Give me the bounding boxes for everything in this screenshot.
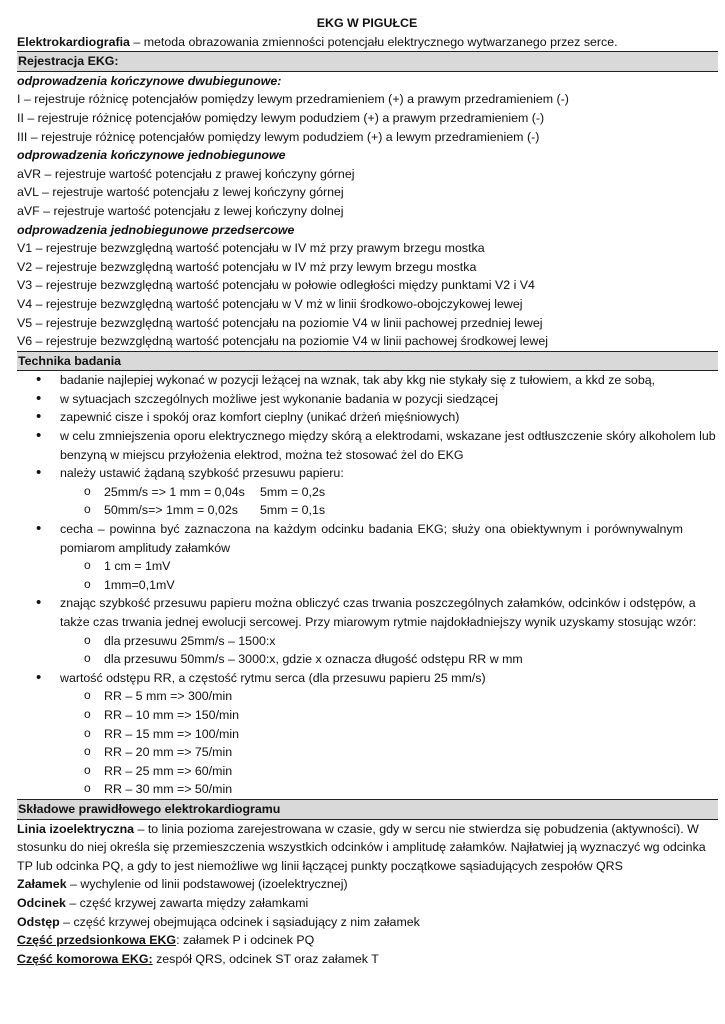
bullet-item bbox=[17, 594, 717, 631]
bullet-text: badanie najlepiej wykonać w pozycji leżącej na wznak, tak aby kkg nie stykały się z tułowiem, a kkd ze sobą, bbox=[60, 373, 656, 388]
bullet-text: • należy ustawić żądaną szybkość przesuwu papieru: bbox=[60, 466, 344, 481]
intro-definition: – metoda obrazowania zmienności potencjału elektrycznego wytwarzanego przez serce. bbox=[129, 34, 618, 49]
term: Odstęp bbox=[17, 914, 60, 929]
technique-list bbox=[17, 669, 717, 688]
technique-list bbox=[17, 594, 717, 631]
technique-list bbox=[17, 371, 717, 483]
sub-text: 25mm/s => 1 mm = 0,04s bbox=[104, 484, 245, 499]
document-title: EKG W PIGUŁCE bbox=[316, 16, 418, 30]
sub-item bbox=[17, 501, 717, 520]
definition: – część krzywej obejmująca odcinek i sąsiadujący z nim załamek bbox=[59, 914, 420, 929]
bullet-item bbox=[17, 464, 717, 483]
term: Część komorowa EKG: bbox=[17, 951, 153, 966]
bullet-text: pomiarom amplitudy załamków bbox=[60, 540, 231, 555]
lead-line: V1 – rejestruje bezwzględną wartość potencjału w IV mż przy prawym brzegu mostka bbox=[17, 241, 485, 256]
formula-list bbox=[17, 632, 717, 669]
sub-item: o dla przesuwu 50mm/s – 3000:x, gdzie x oznacza długość odstępu RR w mm bbox=[17, 650, 717, 669]
bullet-item bbox=[17, 669, 717, 688]
sub-item: o dla przesuwu 25mm/s – 1500:x bbox=[17, 632, 717, 651]
bullet-text: także czas trwania jednej ewolucji sercowej. Przy miarowym rytmie najdokładniejszy wynik uzyskamy stosując wzór: bbox=[60, 615, 697, 629]
lead-line: II – rejestruje różnicę potencjałów pomiędzy lewym podudziem (+) a prawym przedramieniem (-) bbox=[17, 110, 545, 125]
calibration-list bbox=[17, 557, 717, 594]
technique-list bbox=[17, 520, 717, 557]
lead-line: aVF – rejestruje wartość potencjału z lewej kończyny dolnej bbox=[17, 203, 344, 218]
lead-line: V5 – rejestruje bezwzględną wartość potencjału na poziomie V4 w linii pachowej przedniej lewej bbox=[17, 315, 543, 330]
lead-line: V3 – rejestruje bezwzględną wartość potencjału w połowie odległości między punktami V2 i V4 bbox=[17, 278, 535, 293]
sub-item: o 1mm=0,1mV bbox=[17, 576, 717, 595]
definition-wave bbox=[17, 875, 717, 894]
definition: : załamek P i odcinek PQ bbox=[176, 933, 315, 948]
bullet-item bbox=[17, 390, 717, 409]
isoelectric-term: Linia izoelektryczna bbox=[17, 821, 135, 836]
bullet-text: w sytuacjach szczególnych możliwe jest wykonanie badania w pozycji siedzącej bbox=[60, 391, 499, 406]
section-heading-registration: Rejestracja EKG: bbox=[17, 51, 718, 72]
bullet-item bbox=[17, 408, 717, 427]
intro-term: Elektrokardiografia bbox=[17, 34, 130, 49]
lead-line: V4 – rejestruje bezwzględną wartość potencjału w V mż w linii środkowo-obojczykowej lewej bbox=[17, 296, 523, 311]
lead-line: I – rejestruje różnicę potencjałów pomiędzy lewym przedramieniem (+) a prawym przedramieniem (-) bbox=[17, 92, 569, 107]
sub-item: o RR – 10 mm => 150/min bbox=[17, 706, 717, 725]
subheading-precordial: odprowadzenia jednobiegunowe przedsercowe bbox=[17, 222, 295, 237]
sub-item: o RR – 5 mm => 300/min bbox=[17, 687, 717, 706]
lead-line: aVR – rejestruje wartość potencjału z prawej kończyny górnej bbox=[17, 166, 355, 181]
bullet-text: • w celu zmniejszenia oporu elektrycznego między skórą a elektrodami, wskazane jest odtłuszczenie skóry alkoholem lub bbox=[60, 429, 716, 444]
isoelectric-text: stosunku do niej określa się przemieszczenia wszystkich odcinków i amplitudę załamków. Najłatwiej ją wyznaczyć wg odcinka bbox=[17, 840, 706, 855]
lead-line: aVL – rejestruje wartość potencjału z lewej kończyny górnej bbox=[17, 185, 344, 200]
isoelectric-text: TP lub odcinka PQ, a gdy to jest niemożliwe wg linii łączącej punkty początkowe sąsiadujących zespołów QRS bbox=[17, 858, 623, 873]
subheading-bipolar: odprowadzenia kończynowe dwubiegunowe: bbox=[17, 73, 282, 88]
term: Załamek bbox=[17, 877, 67, 892]
sub-text: 5mm = 0,1s bbox=[260, 503, 326, 518]
sub-text: 5mm = 0,2s bbox=[260, 484, 326, 499]
section-heading-technique: Technika badania bbox=[17, 351, 718, 372]
bullet-text: • cecha – powinna być zaznaczona na każdym odcinku badania EKG; służy ona obiektywnym i porównywalnym bbox=[60, 522, 683, 537]
lead-line: III – rejestruje różnicę potencjałów pomiędzy lewym podudziem (+) a lewym przedramieniem (-) bbox=[17, 129, 540, 144]
definition-atrial-part bbox=[17, 931, 717, 950]
sub-text: 50mm/s=> 1mm = 0,02s bbox=[104, 503, 238, 518]
definition-ventricular-part bbox=[17, 950, 717, 969]
subheading-unipolar: odprowadzenia kończynowe jednobiegunowe bbox=[17, 148, 286, 163]
bullet-item bbox=[17, 427, 717, 464]
lead-line: V2 – rejestruje bezwzględną wartość potencjału w IV mż przy lewym brzegu mostka bbox=[17, 259, 477, 274]
bullet-text: • znając szybkość przesuwu papieru można obliczyć czas trwania poszczególnych załamków, odcinków i odstępów, a bbox=[60, 596, 696, 611]
bullet-text: zapewnić cisze i spokój oraz komfort cieplny (unikać drżeń mięśniowych) bbox=[60, 410, 460, 425]
bullet-text: wartość odstępu RR, a częstość rytmu serca (dla przesuwu papieru 25 mm/s) bbox=[60, 670, 486, 685]
term: Odcinek bbox=[17, 895, 66, 910]
isoelectric-text: – to linia pozioma zarejestrowana w czasie, gdy w sercu nie stwierdza się pobudzenia (aktywności). W bbox=[134, 821, 699, 836]
section-heading-components: Składowe prawidłowego elektrokardiogramu bbox=[17, 799, 718, 820]
lead-line: V6 – rejestruje bezwzględną wartość potencjału na poziomie V4 w linii pachowej środkowej lewej bbox=[17, 334, 549, 349]
sub-item: o 1 cm = 1mV bbox=[17, 557, 717, 576]
sub-item: o RR – 15 mm => 100/min bbox=[17, 725, 717, 744]
sub-item: o RR – 30 mm => 50/min bbox=[17, 780, 717, 799]
rr-list bbox=[17, 687, 717, 799]
sub-item: o RR – 20 mm => 75/min bbox=[17, 743, 717, 762]
definition: zespół QRS, odcinek ST oraz załamek T bbox=[152, 951, 379, 966]
term: Część przedsionkowa EKG bbox=[17, 933, 177, 948]
sub-item: o RR – 25 mm => 60/min bbox=[17, 762, 717, 781]
sub-item bbox=[17, 483, 717, 502]
definition-segment bbox=[17, 894, 717, 913]
definition: – część krzywej zawarta między załamkami bbox=[65, 895, 309, 910]
bullet-item bbox=[17, 520, 717, 557]
bullet-text: benzyną w miejscu przyłożenia elektrod, można też stosować żel do EKG bbox=[60, 447, 464, 462]
isoelectric-paragraph bbox=[17, 820, 717, 839]
paper-speed-list bbox=[17, 483, 717, 520]
definition-interval bbox=[17, 913, 717, 932]
bullet-item bbox=[17, 371, 717, 390]
definition: – wychylenie od linii podstawowej (izoelektrycznej) bbox=[66, 877, 348, 892]
intro-paragraph bbox=[17, 33, 717, 52]
